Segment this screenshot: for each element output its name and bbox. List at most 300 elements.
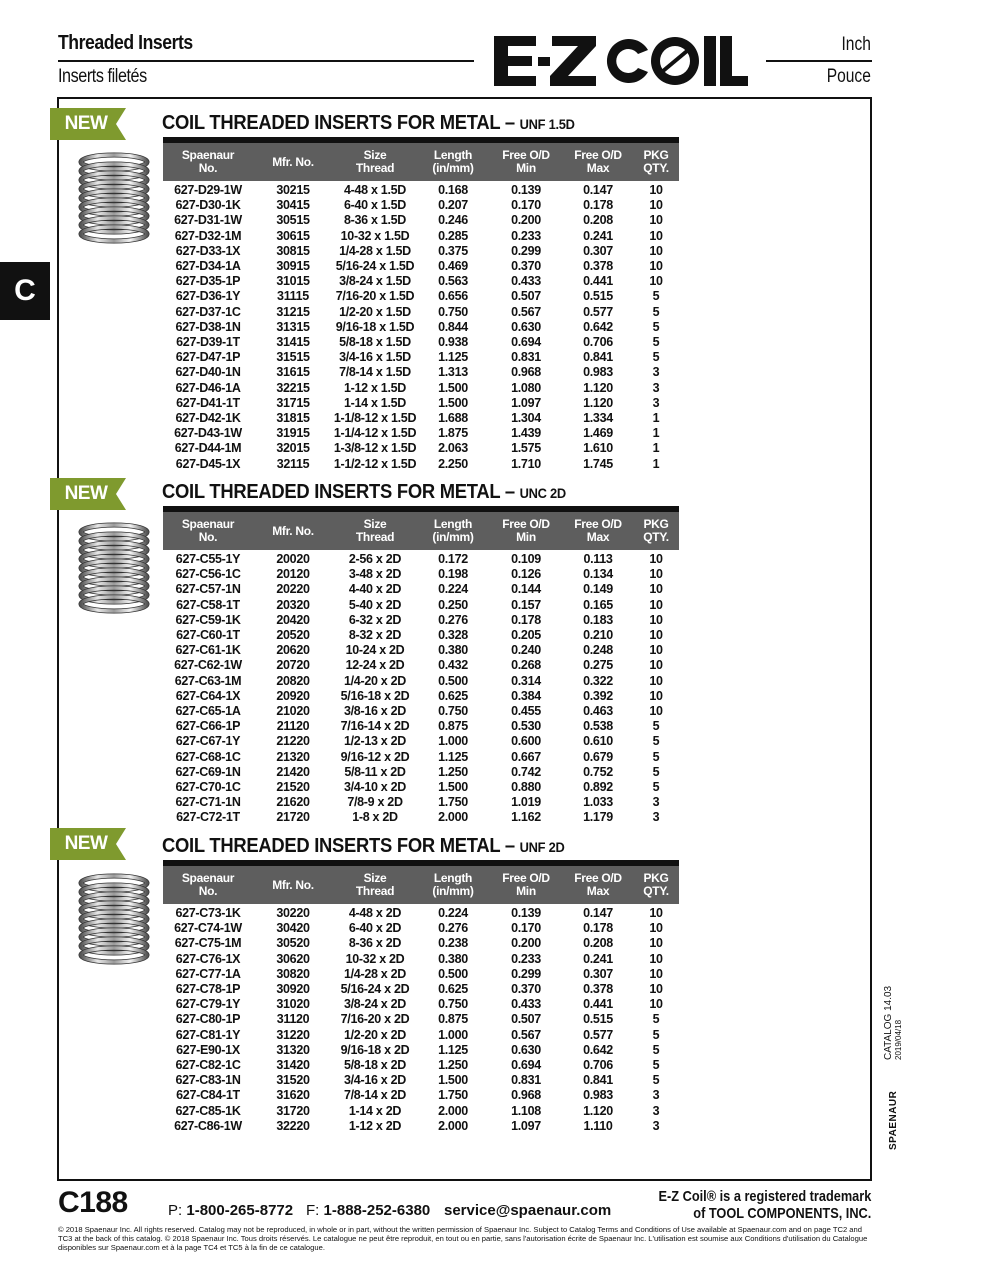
table-cell: 10 [649, 704, 663, 719]
table-cell: 20720 [276, 658, 310, 673]
table-cell: 5 [652, 1073, 660, 1088]
fax-contact: F: 1-888-252-6380 [306, 1202, 431, 1219]
table-row [163, 305, 679, 320]
table-row [163, 643, 679, 658]
table-cell: 0.742 [511, 764, 541, 779]
email-link[interactable]: service@spaenaur.com [444, 1202, 612, 1219]
table-cell: 1.750 [438, 795, 468, 810]
table-cell: 5 [652, 1042, 660, 1057]
table-cell: 0.750 [438, 304, 468, 319]
table-cell: 1 [652, 426, 660, 441]
table-cell: 30920 [276, 982, 310, 997]
table-row [163, 244, 679, 259]
table-cell: 3/8-16 x 2D [343, 704, 407, 719]
table-cell: 5/16-18 x 2D [340, 688, 410, 703]
column-header: Free O/D Max [563, 512, 633, 550]
table-row [163, 704, 679, 719]
table-row [163, 780, 679, 795]
table-cell[interactable]: 627-C80-1P [175, 1012, 241, 1027]
table-cell: 10 [649, 259, 663, 274]
table-cell[interactable]: 627-D47-1P [175, 350, 241, 365]
table-cell: 0.831 [511, 1073, 541, 1088]
unit-label: Inch [841, 34, 871, 55]
catalog-number: CATALOG 14.03 [883, 985, 894, 1060]
table-cell[interactable]: 627-C85-1K [175, 1103, 241, 1118]
table-row [163, 259, 679, 274]
table-cell: 0.625 [438, 688, 468, 703]
table-cell[interactable]: 627-D34-1A [175, 259, 241, 274]
table-row [163, 997, 679, 1012]
table-cell[interactable]: 627-D39-1T [176, 335, 240, 350]
table-cell[interactable]: 627-C69-1N [175, 764, 241, 779]
table-row [163, 365, 679, 380]
table-cell: 1.125 [438, 1042, 468, 1057]
table-cell[interactable]: 627-C77-1A [175, 966, 241, 981]
table-cell: 0.441 [583, 274, 613, 289]
table-cell: 1-1/2-12 x 1.5D [333, 456, 417, 471]
new-badge-label: NEW [64, 113, 108, 134]
column-header: Size Thread [333, 512, 417, 550]
column-header: Free O/D Max [563, 866, 633, 904]
table-cell: 10 [649, 658, 663, 673]
coil-insert-image [78, 152, 150, 244]
table-cell: 20420 [276, 612, 310, 627]
table-cell[interactable]: 627-C56-1C [175, 567, 241, 582]
header-rule-right [766, 60, 872, 62]
table-cell: 5/8-18 x 1.5D [339, 335, 411, 350]
column-header: Free O/D Min [489, 866, 563, 904]
table-cell: 0.168 [438, 183, 468, 197]
table-cell: 10 [649, 274, 663, 289]
table-row [163, 441, 679, 456]
table-cell[interactable]: 627-D40-1N [175, 365, 241, 380]
table-cell: 0.113 [583, 552, 613, 566]
table-cell: 0.248 [583, 643, 613, 658]
table-cell: 0.968 [511, 1088, 541, 1103]
table-cell: 0.433 [511, 997, 541, 1012]
table-cell: 0.625 [438, 982, 468, 997]
table-cell[interactable]: 627-C57-1N [175, 582, 241, 597]
table-cell: 10 [649, 643, 663, 658]
table-cell: 1.097 [511, 1118, 541, 1133]
table-row [163, 967, 679, 982]
table-cell: 0.183 [583, 612, 613, 627]
table-cell: 3/8-24 x 1.5D [339, 274, 411, 289]
table-cell: 0.706 [583, 1058, 613, 1073]
table-cell: 7/8-14 x 2D [343, 1088, 407, 1103]
table-cell: 1-14 x 2D [348, 1103, 402, 1118]
table-cell: 0.567 [511, 1027, 541, 1042]
table-cell: 5 [652, 734, 660, 749]
spec-table [163, 137, 679, 472]
table-cell: 1.120 [583, 380, 613, 395]
table-cell: 21320 [276, 749, 310, 764]
table-row [163, 1028, 679, 1043]
page-number: C188 [58, 1186, 128, 1219]
column-header: PKG QTY. [633, 512, 679, 550]
table-cell: 5 [652, 289, 660, 304]
table-cell: 7/8-14 x 1.5D [339, 365, 411, 380]
table-cell: 5 [652, 319, 660, 334]
table-cell: 0.200 [511, 213, 541, 228]
table-cell: 30915 [276, 259, 310, 274]
table-cell: 2.000 [438, 810, 468, 825]
table-cell: 0.515 [583, 289, 613, 304]
table-cell[interactable]: 627-C79-1Y [175, 997, 241, 1012]
column-header: Mfr. No. [253, 512, 333, 550]
table-cell: 10 [649, 906, 663, 920]
table-cell: 0.307 [583, 966, 613, 981]
table-row [163, 674, 679, 689]
table-cell: 31415 [276, 335, 310, 350]
table-cell: 0.375 [438, 243, 468, 258]
catalog-info [884, 986, 904, 1060]
table-cell: 1.250 [438, 1058, 468, 1073]
table-cell: 1.334 [583, 411, 613, 426]
table-cell: 31420 [276, 1058, 310, 1073]
table-cell[interactable]: 627-C75-1M [174, 936, 242, 951]
table-cell[interactable]: 627-D43-1W [174, 426, 242, 441]
table-cell: 10 [649, 198, 663, 213]
table-cell[interactable]: 627-D36-1Y [175, 289, 241, 304]
column-header: Length (in/mm) [417, 866, 489, 904]
table-cell: 0.844 [438, 319, 468, 334]
table-cell: 20920 [276, 688, 310, 703]
table-row [163, 1043, 679, 1058]
table-cell: 1.120 [583, 1103, 613, 1118]
table-cell[interactable]: 627-D33-1X [175, 243, 241, 258]
table-cell[interactable]: 627-C62-1W [174, 658, 242, 673]
table-cell: 31120 [276, 1012, 310, 1027]
table-cell[interactable]: 627-C63-1M [174, 673, 242, 688]
table-cell: 1.610 [583, 441, 613, 456]
table-cell: 0.875 [438, 719, 468, 734]
table-cell: 3/8-24 x 2D [343, 997, 407, 1012]
table-cell: 31020 [276, 997, 310, 1012]
table-cell: 1 [652, 441, 660, 456]
table-cell: 0.642 [583, 319, 613, 334]
table-cell: 1-1/4-12 x 1.5D [333, 426, 417, 441]
table-cell: 0.370 [511, 259, 541, 274]
table-cell: 5 [652, 335, 660, 350]
table-cell: 0.139 [511, 183, 541, 197]
table-cell[interactable]: 627-C60-1T [176, 628, 240, 643]
table-row [163, 411, 679, 426]
table-cell[interactable]: 627-D37-1C [175, 304, 241, 319]
table-cell: 10 [649, 688, 663, 703]
table-cell: 1.469 [583, 426, 613, 441]
thread-standard: UNC 2D [519, 485, 566, 501]
table-cell[interactable]: 627-D46-1A [175, 380, 241, 395]
table-row [163, 396, 679, 411]
table-cell: 0.380 [438, 643, 468, 658]
table-cell: 0.147 [583, 183, 613, 197]
table-cell: 9/16-12 x 2D [340, 749, 410, 764]
table-row [163, 689, 679, 704]
table-cell: 0.307 [583, 243, 613, 258]
table-cell[interactable]: 627-C66-1P [175, 719, 241, 734]
table-cell[interactable]: 627-C71-1N [175, 795, 241, 810]
table-cell: 1.500 [438, 395, 468, 410]
table-row [163, 628, 679, 643]
page-title: Threaded Inserts [58, 32, 193, 54]
table-cell: 3 [652, 395, 660, 410]
table-cell: 1.439 [511, 426, 541, 441]
table-cell[interactable]: 627-D42-1K [175, 411, 241, 426]
table-cell: 1.710 [511, 456, 541, 471]
table-cell: 0.157 [511, 597, 541, 612]
table-cell: 10-32 x 1.5D [340, 228, 410, 243]
table-cell[interactable]: 627-C61-1K [175, 643, 241, 658]
table-row [163, 1012, 679, 1027]
table-cell: 1-12 x 1.5D [343, 380, 407, 395]
table-cell: 0.233 [511, 951, 541, 966]
table-cell: 12-24 x 2D [345, 658, 405, 673]
table-cell: 10 [649, 582, 663, 597]
table-cell: 10 [649, 921, 663, 936]
catalog-date: 2019/04/18 [894, 1019, 903, 1060]
table-cell: 10-24 x 2D [345, 643, 405, 658]
section-title: COIL THREADED INSERTS FOR METAL – UNF 1.5D [162, 112, 575, 134]
table-cell[interactable]: 627-C55-1Y [175, 552, 241, 566]
table-cell: 7/16-20 x 1.5D [335, 289, 415, 304]
table-cell[interactable]: 627-D30-1K [175, 198, 241, 213]
table-cell: 0.610 [583, 734, 613, 749]
table-cell: 0.577 [583, 1027, 613, 1042]
table-cell: 20820 [276, 673, 310, 688]
table-cell: 0.268 [511, 658, 541, 673]
table-cell: 0.328 [438, 628, 468, 643]
table-cell[interactable]: 627-C84-1T [176, 1088, 240, 1103]
column-header: Length (in/mm) [417, 143, 489, 181]
column-header: PKG QTY. [633, 866, 679, 904]
table-cell: 1.750 [438, 1088, 468, 1103]
table-row [163, 350, 679, 365]
table-cell: 0.380 [438, 951, 468, 966]
table-row [163, 289, 679, 304]
table-cell: 0.322 [583, 673, 613, 688]
phone-number[interactable]: 1-800-265-8772 [186, 1202, 294, 1219]
table-cell[interactable]: 627-C64-1X [175, 688, 241, 703]
table-cell: 10-32 x 2D [345, 951, 405, 966]
column-header: Mfr. No. [253, 866, 333, 904]
table-cell: 1.500 [438, 1073, 468, 1088]
table-cell[interactable]: 627-C72-1T [176, 810, 240, 825]
table-row [163, 457, 679, 472]
table-cell: 31320 [276, 1042, 310, 1057]
table-cell: 0.538 [583, 719, 613, 734]
table-cell: 0.170 [511, 198, 541, 213]
table-cell[interactable]: 627-D41-1T [176, 395, 240, 410]
table-cell[interactable]: 627-C82-1C [175, 1058, 241, 1073]
table-cell: 5 [652, 719, 660, 734]
section-tab-c[interactable]: C [0, 262, 50, 320]
table-cell: 10 [649, 966, 663, 981]
table-cell[interactable]: 627-C78-1P [175, 982, 241, 997]
table-cell: 21520 [276, 780, 310, 795]
table-cell[interactable]: 627-C58-1T [176, 597, 240, 612]
table-cell: 0.630 [511, 319, 541, 334]
table-cell: 30415 [276, 198, 310, 213]
table-cell: 3-48 x 2D [348, 567, 402, 582]
table-row [163, 936, 679, 951]
table-cell[interactable]: 627-D35-1P [175, 274, 241, 289]
table-cell[interactable]: 627-C73-1K [175, 906, 241, 920]
table-cell: 0.433 [511, 274, 541, 289]
table-cell: 0.441 [583, 997, 613, 1012]
table-cell: 0.667 [511, 749, 541, 764]
table-cell: 1.500 [438, 380, 468, 395]
table-cell: 0.205 [511, 628, 541, 643]
table-cell: 0.275 [583, 658, 613, 673]
table-cell: 0.147 [583, 906, 613, 920]
table-cell: 0.831 [511, 350, 541, 365]
table-cell[interactable]: 627-D31-1W [174, 213, 242, 228]
section-title: COIL THREADED INSERTS FOR METAL – UNC 2D [162, 481, 566, 503]
table-cell: 31615 [276, 365, 310, 380]
table-cell: 10 [649, 213, 663, 228]
table-cell: 5 [652, 1012, 660, 1027]
table-cell: 0.370 [511, 982, 541, 997]
table-cell: 0.892 [583, 780, 613, 795]
table-cell: 31315 [276, 319, 310, 334]
table-cell: 0.630 [511, 1042, 541, 1057]
table-cell: 10 [649, 243, 663, 258]
table-cell: 0.530 [511, 719, 541, 734]
table-cell: 9/16-18 x 2D [340, 1042, 410, 1057]
new-badge-label: NEW [64, 483, 108, 504]
table-row [163, 982, 679, 997]
table-cell: 31620 [276, 1088, 310, 1103]
table-cell: 32215 [276, 380, 310, 395]
table-cell: 1 [652, 456, 660, 471]
table-row [163, 795, 679, 810]
table-cell: 31220 [276, 1027, 310, 1042]
table-cell: 10 [649, 552, 663, 566]
table-cell[interactable]: 627-C76-1X [175, 951, 241, 966]
table-cell: 0.144 [511, 582, 541, 597]
table-cell: 1.745 [583, 456, 613, 471]
table-cell: 5 [652, 1027, 660, 1042]
table-cell[interactable]: 627-D32-1M [174, 228, 242, 243]
table-cell: 1.304 [511, 411, 541, 426]
table-cell: 0.207 [438, 198, 468, 213]
table-cell: 10 [649, 612, 663, 627]
table-cell[interactable]: 627-C65-1A [175, 704, 241, 719]
table-cell: 0.314 [511, 673, 541, 688]
table-cell: 1-14 x 1.5D [343, 395, 407, 410]
column-header: Size Thread [333, 866, 417, 904]
table-cell: 10 [649, 628, 663, 643]
table-cell: 1.108 [511, 1103, 541, 1118]
table-cell[interactable]: 627-C86-1W [174, 1118, 242, 1133]
table-cell: 0.656 [438, 289, 468, 304]
table-row [163, 734, 679, 749]
table-cell: 31915 [276, 426, 310, 441]
table-cell: 0.241 [583, 951, 613, 966]
table-cell[interactable]: 627-C68-1C [175, 749, 241, 764]
table-cell[interactable]: 627-E90-1X [176, 1042, 240, 1057]
section-title: COIL THREADED INSERTS FOR METAL – UNF 2D [162, 835, 565, 857]
table-cell: 0.285 [438, 228, 468, 243]
table-row [163, 1088, 679, 1103]
table-cell[interactable]: 627-D29-1W [174, 183, 242, 197]
trademark-notice: E-Z Coil® is a registered trademark of TOOL COMPONENTS, INC. [658, 1188, 871, 1222]
table-cell: 1/4-20 x 2D [343, 673, 407, 688]
table-cell: 5 [652, 780, 660, 795]
table-cell: 0.378 [583, 259, 613, 274]
table-cell[interactable]: 627-D38-1N [175, 319, 241, 334]
table-row [163, 613, 679, 628]
table-cell: 21220 [276, 734, 310, 749]
table-cell: 1.125 [438, 749, 468, 764]
table-row [163, 765, 679, 780]
table-cell: 1.179 [583, 810, 613, 825]
table-cell: 5 [652, 304, 660, 319]
legal-notice: © 2018 Spaenaur Inc. All rights reserved. Catalog may not be reproduced, in whole or in part, without the written permission of Spaenaur Inc. Subject to Catalog Terms and Conditions of Use available at Spaenaur.com and on page TC2 and TC3 at the back of this catalog. © 2018 Spaenaur Inc. Tous droits réservés. Le catalogue ne peut être reproduit, en tout ou en partie, sans l'autorisation écrite de Spaenaur Inc. L'utilisation est soumise aux Conditions d'utilisation du Catalogue disponibles sur Spaenaur.com et à la page TC4 et TC5 à la fin de ce catalogue. [58, 1225, 868, 1252]
table-row [163, 598, 679, 613]
table-cell[interactable]: 627-C74-1W [174, 921, 242, 936]
table-cell[interactable]: 627-C67-1Y [175, 734, 241, 749]
table-cell: 31015 [276, 274, 310, 289]
table-cell: 1.000 [438, 734, 468, 749]
table-cell: 1-12 x 2D [348, 1118, 402, 1133]
table-row [163, 719, 679, 734]
table-cell[interactable]: 627-C81-1Y [175, 1027, 241, 1042]
table-cell[interactable]: 627-C83-1N [175, 1073, 241, 1088]
table-cell: 7/16-20 x 2D [340, 1012, 410, 1027]
table-cell: 0.694 [511, 335, 541, 350]
table-cell: 32115 [276, 456, 310, 471]
column-header: Mfr. No. [253, 143, 333, 181]
table-cell: 10 [649, 951, 663, 966]
table-cell: 30520 [276, 936, 310, 951]
table-cell: 0.170 [511, 921, 541, 936]
table-cell: 1 [652, 411, 660, 426]
table-cell: 30615 [276, 228, 310, 243]
new-badge-label: NEW [64, 833, 108, 854]
table-cell: 0.500 [438, 966, 468, 981]
table-cell: 1/2-20 x 1.5D [339, 304, 411, 319]
table-cell: 1-3/8-12 x 1.5D [333, 441, 417, 456]
table-row [163, 229, 679, 244]
table-cell: 20620 [276, 643, 310, 658]
table-cell: 0.299 [511, 243, 541, 258]
table-cell: 4-48 x 1.5D [343, 183, 407, 197]
table-cell: 31520 [276, 1073, 310, 1088]
table-cell: 1.000 [438, 1027, 468, 1042]
table-cell[interactable]: 627-D44-1M [174, 441, 242, 456]
table-cell[interactable]: 627-C70-1C [175, 780, 241, 795]
table-cell: 1.250 [438, 764, 468, 779]
table-cell: 10 [649, 567, 663, 582]
table-cell: 32220 [276, 1118, 310, 1133]
table-cell: 0.378 [583, 982, 613, 997]
table-cell: 0.750 [438, 997, 468, 1012]
table-cell: 5 [652, 764, 660, 779]
column-header: PKG QTY. [633, 143, 679, 181]
table-cell[interactable]: 627-C59-1K [175, 612, 241, 627]
table-cell: 0.983 [583, 1088, 613, 1103]
table-cell: 0.694 [511, 1058, 541, 1073]
table-cell: 1.875 [438, 426, 468, 441]
table-cell[interactable]: 627-D45-1X [175, 456, 241, 471]
table-cell: 0.983 [583, 365, 613, 380]
table-cell: 10 [649, 997, 663, 1012]
table-cell: 6-40 x 2D [348, 921, 402, 936]
table-cell: 5 [652, 749, 660, 764]
table-cell: 0.134 [583, 567, 613, 582]
